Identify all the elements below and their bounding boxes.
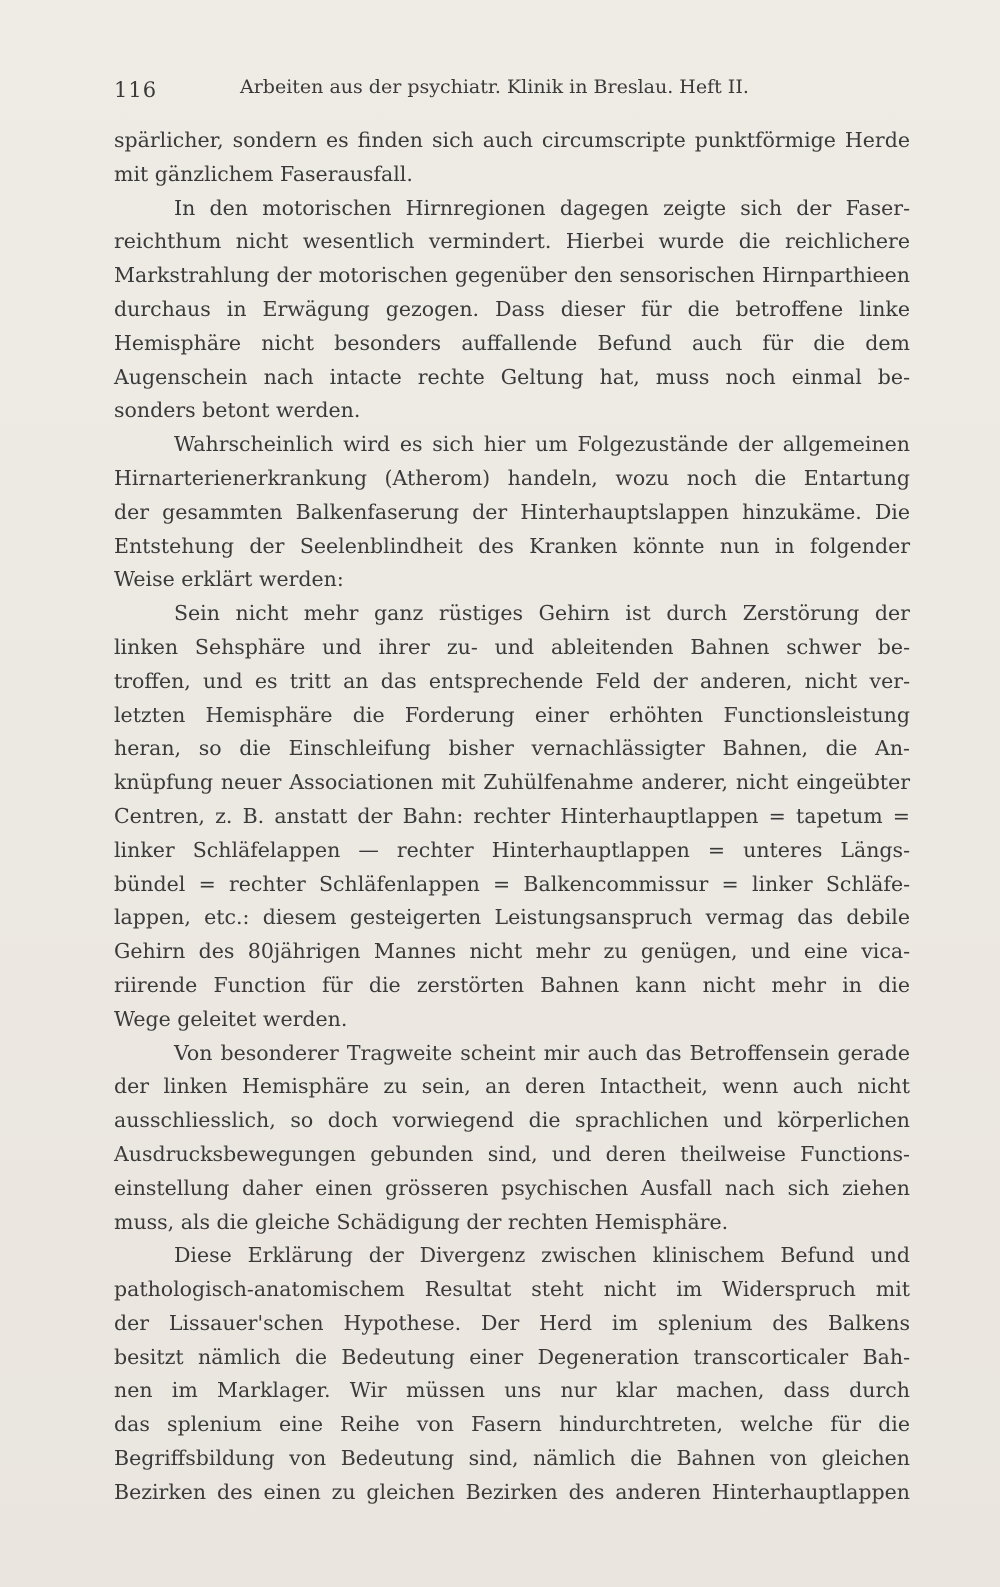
text-line: Markstrahlung der motorischen gegenüber den sensorischen Hirnparthieen xyxy=(114,263,910,288)
text-line: der Lissauer'schen Hypothese. Der Herd im splenium des Balkens xyxy=(114,1310,910,1335)
text-line: riirende Function für die zerstörten Bahnen kann nicht mehr in die xyxy=(114,972,910,997)
text-line: Hemisphäre nicht besonders auffallende Befund auch für die dem xyxy=(114,330,910,355)
text-line: Hirnarterienerkrankung (Atherom) handeln, wozu noch die Entartung xyxy=(114,465,910,490)
text-line: reichthum nicht wesentlich vermindert. Hierbei wurde die reichlichere xyxy=(114,229,910,254)
text-line: ausschliesslich, so doch vorwiegend die sprachlichen und körperlichen xyxy=(114,1108,910,1133)
text-line: heran, so die Einschleifung bisher vernachlässigter Bahnen, die An- xyxy=(114,736,910,761)
text-line: Weise erklärt werden: xyxy=(114,567,344,592)
text-line: Begriffsbildung von Bedeutung sind, nämlich die Bahnen von gleichen xyxy=(114,1446,910,1471)
page-header xyxy=(114,70,904,110)
text-line: bündel = rechter Schläfenlappen = Balkencommissur = linker Schläfe- xyxy=(114,871,910,896)
text-line: mit gänzlichem Faserausfall. xyxy=(114,161,413,186)
text-line: durchaus in Erwägung gezogen. Dass dieser für die betroffene linke xyxy=(114,296,910,321)
text-line: Entstehung der Seelenblindheit des Kranken könnte nun in folgender xyxy=(114,533,910,558)
page-number: 116 xyxy=(114,78,158,102)
paragraph-start-line: In den motorischen Hirnregionen dagegen zeigte sich der Faser- xyxy=(174,195,910,220)
text-line: das splenium eine Reihe von Fasern hindurchtreten, welche für die xyxy=(114,1412,910,1437)
text-line: der gesammten Balkenfaserung der Hinterhauptslappen hinzukäme. Die xyxy=(114,499,910,524)
text-line: Wege geleitet werden. xyxy=(114,1006,348,1031)
running-title: Arbeiten aus der psychiatr. Klinik in Breslau. Heft II. xyxy=(240,76,749,98)
text-line: linken Sehsphäre und ihrer zu- und ableitenden Bahnen schwer be- xyxy=(114,634,910,659)
text-line: Ausdrucksbewegungen gebunden sind, und deren theilweise Functions- xyxy=(114,1141,910,1166)
paragraph-start-line: Wahrscheinlich wird es sich hier um Folgezustände der allgemeinen xyxy=(174,432,910,457)
text-line: lappen, etc.: diesem gesteigerten Leistungsanspruch vermag das debile xyxy=(114,905,910,930)
text-line: linker Schläfelappen — rechter Hinterhauptlappen = unteres Längs- xyxy=(114,837,910,862)
text-line: sonders betont werden. xyxy=(114,398,361,423)
text-line: letzten Hemisphäre die Forderung einer erhöhten Functionsleistung xyxy=(114,702,910,727)
text-line: nen im Marklager. Wir müssen uns nur klar machen, dass durch xyxy=(114,1378,910,1403)
paragraph-start-line: Diese Erklärung der Divergenz zwischen klinischem Befund und xyxy=(174,1243,910,1268)
text-line: der linken Hemisphäre zu sein, an deren Intactheit, wenn auch nicht xyxy=(114,1074,910,1099)
text-line: Centren, z. B. anstatt der Bahn: rechter Hinterhauptlappen = tapetum = xyxy=(114,803,910,828)
paragraph-start-line: Von besonderer Tragweite scheint mir auch das Betroffensein gerade xyxy=(174,1040,910,1065)
text-line: knüpfung neuer Associationen mit Zuhülfenahme anderer, nicht eingeübter xyxy=(114,770,910,795)
text-line: muss, als die gleiche Schädigung der rechten Hemisphäre. xyxy=(114,1209,729,1234)
text-line: pathologisch-anatomischem Resultat steht nicht im Widerspruch mit xyxy=(114,1277,910,1302)
text-line: spärlicher, sondern es finden sich auch circumscripte punktförmige Herde xyxy=(114,128,910,152)
paragraph-start-line: Sein nicht mehr ganz rüstiges Gehirn ist durch Zerstörung der xyxy=(174,601,910,626)
text-line: Bezirken des einen zu gleichen Bezirken des anderen Hinterhauptlappen xyxy=(114,1479,910,1504)
text-line: Gehirn des 80jährigen Mannes nicht mehr zu genügen, und eine vica- xyxy=(114,939,910,964)
text-line: besitzt nämlich die Bedeutung einer Degeneration transcorticaler Bah- xyxy=(114,1344,910,1369)
text-line: einstellung daher einen grösseren psychischen Ausfall nach sich ziehen xyxy=(114,1175,910,1200)
text-line: troffen, und es tritt an das entsprechende Feld der anderen, nicht ver- xyxy=(114,668,910,693)
text-line: Augenschein nach intacte rechte Geltung hat, muss noch einmal be- xyxy=(114,364,910,389)
body-text xyxy=(114,124,910,1510)
